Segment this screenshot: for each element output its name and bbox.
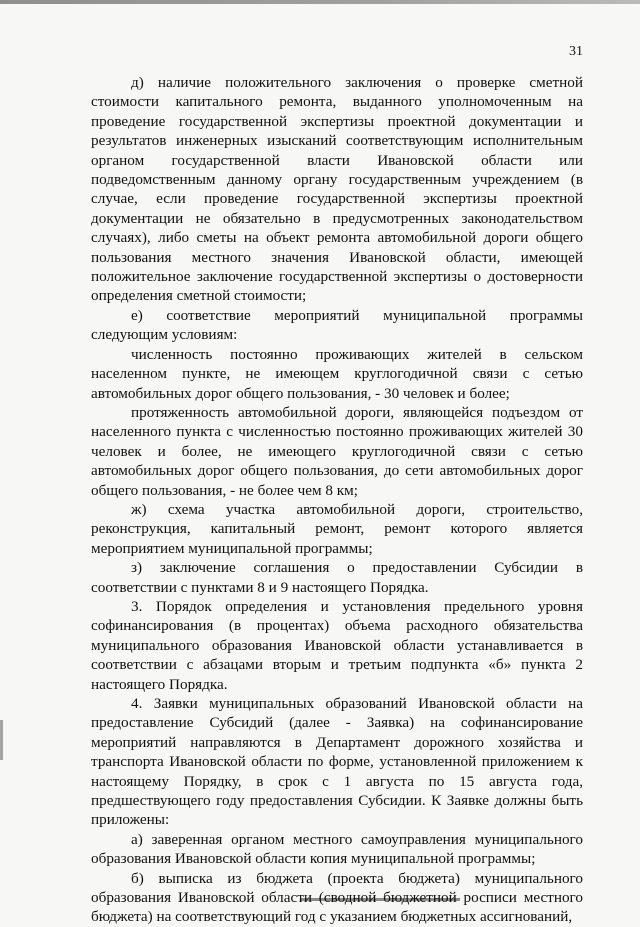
paragraph-zh-road-scheme: ж) схема участка автомобильной дороги, строительство, реконструкция, капитальный ремонт, ремонт которого является мероприятием муниципальной программы; bbox=[91, 500, 583, 557]
scan-edge-top bbox=[0, 0, 640, 4]
scan-edge-left bbox=[0, 720, 3, 760]
paragraph-z-agreement: з) заключение соглашения о предоставлении Субсидии в соответствии с пунктами 8 и 9 настоящего Порядка. bbox=[91, 559, 583, 596]
paragraph-4-applications: 4. Заявки муниципальных образований Ивановской области на предоставление Субсидий (далее - Заявка) на софинансирование мероприятий направляются в Департамент дорожного хозяйства и транспорта Ивановской области по форме, установленной приложением к настоящему Порядку, в срок с 1 августа по 15 августа года, предшествующего году предоставления Субсидии. К Заявке должны быть приложены: bbox=[91, 695, 583, 829]
paragraph-3-cofinancing: 3. Порядок определения и установления предельного уровня софинансирования (в процентах) объема расходного обязательства муниципального образования Ивановской области устанавливается в соответствии с абзацами вторым и третьим подпункта «б» пункта 2 настоящего Порядка. bbox=[91, 597, 583, 693]
page-number: 31 bbox=[569, 44, 583, 59]
paragraph-population-condition: численность постоянно проживающих жителей в сельском населенном пункте, не имеющем круглогодичной связи с сетью автомобильных дорог общего пользования, - 30 человек и более; bbox=[91, 345, 583, 402]
document-body bbox=[91, 73, 583, 927]
paragraph-b-budget-extract: б) выписка из бюджета (проекта бюджета) муниципального образования Ивановской области (сводной бюджетной росписи местного бюджета) на соответствующий год с указанием бюджетных ассигнований, bbox=[91, 869, 583, 926]
paragraph-e-program-conditions: е) соответствие мероприятий муниципальной программы следующим условиям: bbox=[91, 306, 583, 344]
paragraph-road-length-condition: протяженность автомобильной дороги, являющейся подъездом от населенного пункта с численностью постоянно проживающих жителей 30 человек и более, не имеющего круглогодичной связи с сетью автомобильных дорог общего пользования, до сети автомобильных дорог общего пользования, - не более чем 8 км; bbox=[91, 403, 583, 499]
paragraph-a-program-copy: а) заверенная органом местного самоуправления муниципального образования Ивановской области копия муниципальной программы; bbox=[91, 830, 583, 868]
paragraph-d-positive-conclusion: д) наличие положительного заключения о проверке сметной стоимости капитального ремонта, выданного уполномоченным на проведение государственной экспертизы проектной документации и результатов инженерных изысканий соответствующим исполнительным органом государственной власти Ивановской области или подведомственным данному органу государственным учреждением (в случае, если проведение государственной экспертизы проектной документации не обязательно в предусмотренных законодательством случаях), либо сметы на объект ремонта автомобильной дороги общего пользования местного значения Ивановской области, имеющей положительное заключение государственной экспертизы о достоверности определения сметной стоимости; bbox=[91, 74, 583, 305]
